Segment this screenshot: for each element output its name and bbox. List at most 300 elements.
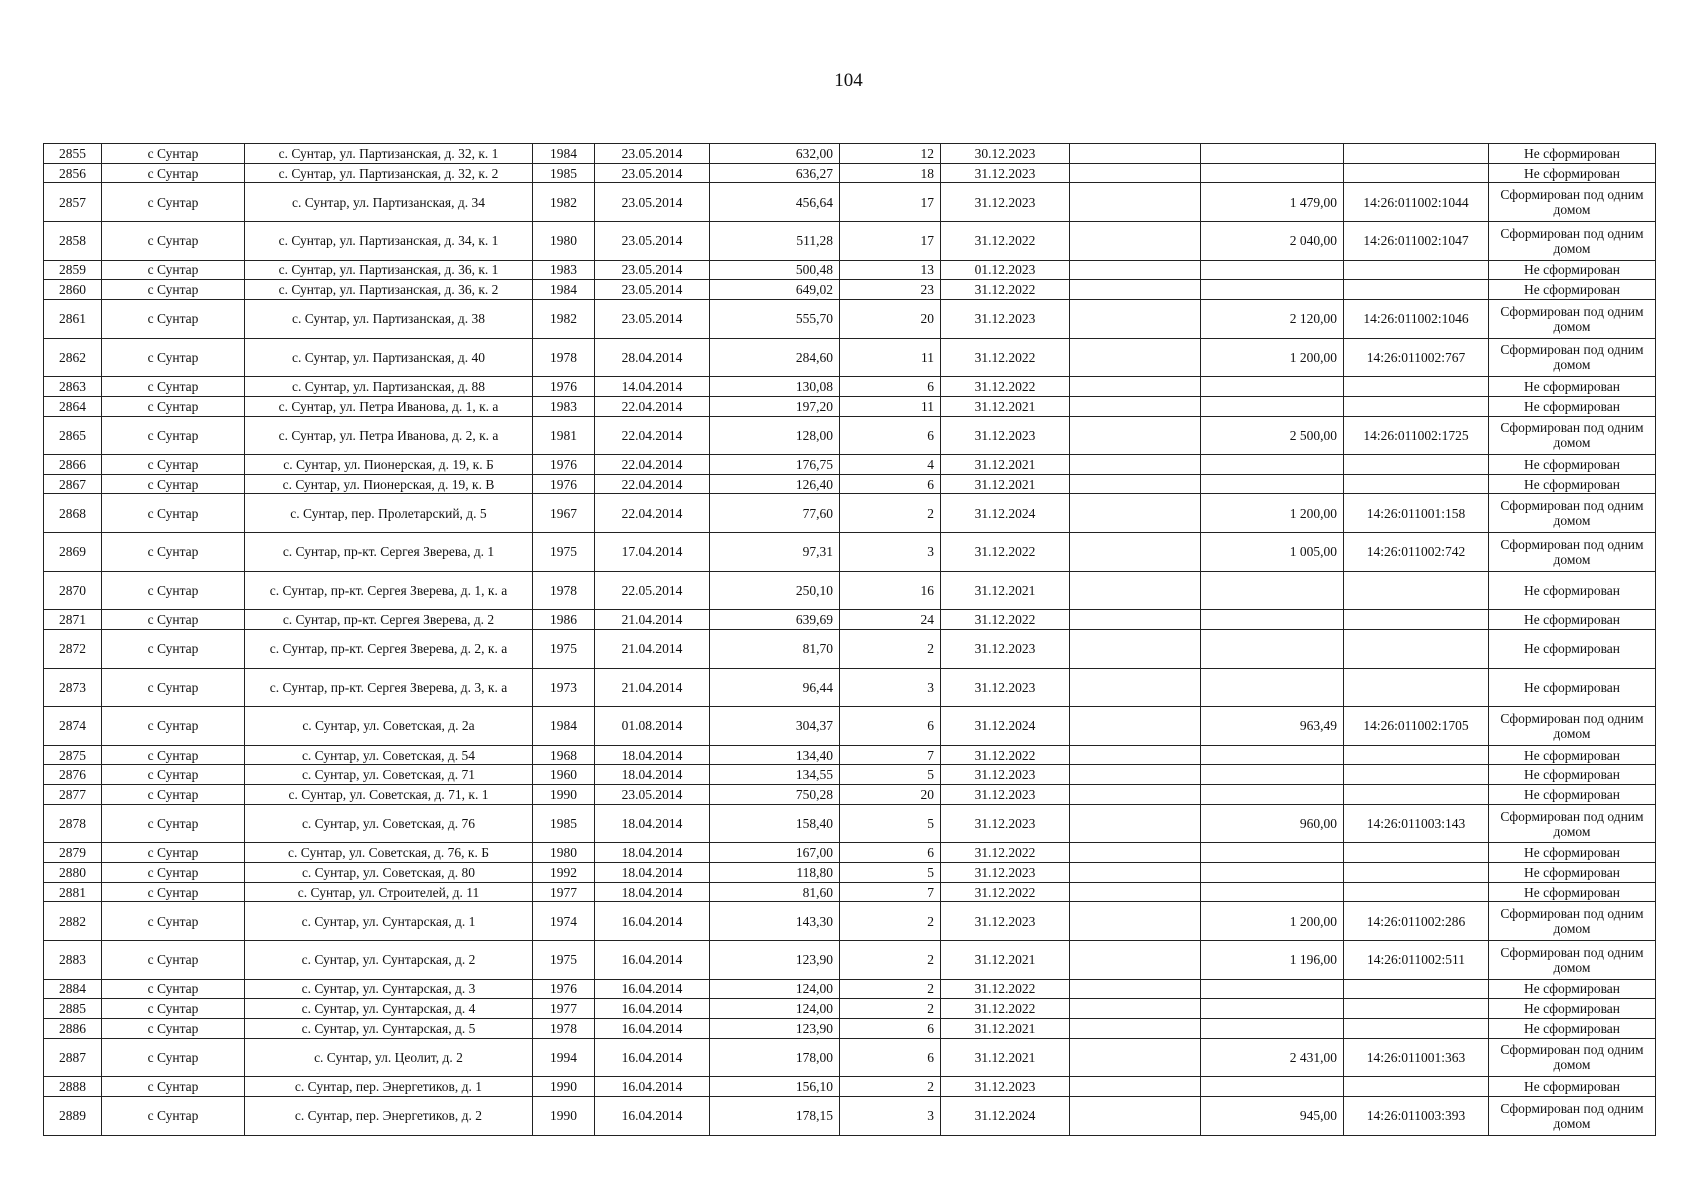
cell-locality: с Сунтар bbox=[102, 843, 245, 863]
cell-area: 250,10 bbox=[710, 571, 840, 610]
cell-date: 16.04.2014 bbox=[595, 1019, 710, 1039]
table-row bbox=[44, 785, 1656, 805]
cell-count: 7 bbox=[840, 882, 941, 902]
cell-year: 1984 bbox=[533, 280, 595, 300]
cell-area: 632,00 bbox=[710, 144, 840, 164]
cell-count: 6 bbox=[840, 416, 941, 455]
cell-empty bbox=[1070, 882, 1201, 902]
cell-cadastral-number bbox=[1344, 610, 1489, 630]
cell-count: 2 bbox=[840, 494, 941, 533]
table-row bbox=[44, 280, 1656, 300]
cell-count: 6 bbox=[840, 707, 941, 746]
cell-date: 16.04.2014 bbox=[595, 941, 710, 980]
cell-locality: с Сунтар bbox=[102, 1038, 245, 1077]
cell-deadline: 31.12.2022 bbox=[941, 745, 1070, 765]
cell-year: 1975 bbox=[533, 941, 595, 980]
table-row bbox=[44, 571, 1656, 610]
cell-area: 158,40 bbox=[710, 804, 840, 843]
cell-count: 6 bbox=[840, 1038, 941, 1077]
cell-status: Не сформирован bbox=[1489, 396, 1656, 416]
cell-status: Сформирован под одним домом bbox=[1489, 299, 1656, 338]
cell-year: 1976 bbox=[533, 979, 595, 999]
cell-locality: с Сунтар bbox=[102, 765, 245, 785]
cell-status: Не сформирован bbox=[1489, 260, 1656, 280]
cell-row-number: 2883 bbox=[44, 941, 102, 980]
cell-deadline: 31.12.2022 bbox=[941, 533, 1070, 572]
cell-address: с. Сунтар, пер. Пролетарский, д. 5 bbox=[245, 494, 533, 533]
cell-locality: с Сунтар bbox=[102, 144, 245, 164]
cell-status: Сформирован под одним домом bbox=[1489, 494, 1656, 533]
cell-area: 123,90 bbox=[710, 1019, 840, 1039]
cell-deadline: 31.12.2022 bbox=[941, 882, 1070, 902]
cell-year: 1978 bbox=[533, 571, 595, 610]
cell-row-number: 2881 bbox=[44, 882, 102, 902]
cell-status: Не сформирован bbox=[1489, 979, 1656, 999]
cell-cadastral-number bbox=[1344, 863, 1489, 883]
cell-date: 18.04.2014 bbox=[595, 804, 710, 843]
cell-date: 18.04.2014 bbox=[595, 765, 710, 785]
cell-locality: с Сунтар bbox=[102, 629, 245, 668]
cell-cadastral-number bbox=[1344, 745, 1489, 765]
cell-land-area bbox=[1201, 1077, 1344, 1097]
cell-locality: с Сунтар bbox=[102, 707, 245, 746]
cell-row-number: 2889 bbox=[44, 1096, 102, 1135]
cell-status: Не сформирован bbox=[1489, 571, 1656, 610]
cell-year: 1977 bbox=[533, 882, 595, 902]
cell-empty bbox=[1070, 1019, 1201, 1039]
cell-year: 1976 bbox=[533, 474, 595, 494]
cell-status: Не сформирован bbox=[1489, 163, 1656, 183]
cell-locality: с Сунтар bbox=[102, 455, 245, 475]
cell-status: Не сформирован bbox=[1489, 668, 1656, 707]
cell-year: 1976 bbox=[533, 377, 595, 397]
cell-land-area bbox=[1201, 1019, 1344, 1039]
cell-land-area bbox=[1201, 163, 1344, 183]
cell-land-area bbox=[1201, 765, 1344, 785]
cell-deadline: 31.12.2021 bbox=[941, 396, 1070, 416]
cell-deadline: 31.12.2023 bbox=[941, 765, 1070, 785]
cell-address: с. Сунтар, ул. Строителей, д. 11 bbox=[245, 882, 533, 902]
cell-date: 16.04.2014 bbox=[595, 1038, 710, 1077]
cell-empty bbox=[1070, 416, 1201, 455]
cell-date: 23.05.2014 bbox=[595, 144, 710, 164]
cell-address: с. Сунтар, ул. Сунтарская, д. 1 bbox=[245, 902, 533, 941]
table-row bbox=[44, 144, 1656, 164]
cell-date: 14.04.2014 bbox=[595, 377, 710, 397]
cell-locality: с Сунтар bbox=[102, 338, 245, 377]
table-row bbox=[44, 455, 1656, 475]
table-row bbox=[44, 765, 1656, 785]
cell-count: 17 bbox=[840, 221, 941, 260]
cell-cadastral-number bbox=[1344, 882, 1489, 902]
cell-date: 23.05.2014 bbox=[595, 183, 710, 222]
table-row bbox=[44, 494, 1656, 533]
cell-locality: с Сунтар bbox=[102, 299, 245, 338]
cell-date: 16.04.2014 bbox=[595, 1077, 710, 1097]
table-row bbox=[44, 843, 1656, 863]
cell-empty bbox=[1070, 221, 1201, 260]
cell-cadastral-number bbox=[1344, 571, 1489, 610]
cell-address: с. Сунтар, ул. Партизанская, д. 32, к. 1 bbox=[245, 144, 533, 164]
cell-area: 124,00 bbox=[710, 999, 840, 1019]
cell-cadastral-number: 14:26:011002:742 bbox=[1344, 533, 1489, 572]
cell-row-number: 2882 bbox=[44, 902, 102, 941]
cell-address: с. Сунтар, ул. Партизанская, д. 40 bbox=[245, 338, 533, 377]
cell-empty bbox=[1070, 260, 1201, 280]
table-row bbox=[44, 221, 1656, 260]
cell-empty bbox=[1070, 280, 1201, 300]
cell-date: 23.05.2014 bbox=[595, 299, 710, 338]
table-row bbox=[44, 163, 1656, 183]
cell-date: 18.04.2014 bbox=[595, 843, 710, 863]
cell-area: 178,00 bbox=[710, 1038, 840, 1077]
cell-year: 1960 bbox=[533, 765, 595, 785]
cell-empty bbox=[1070, 707, 1201, 746]
cell-land-area: 960,00 bbox=[1201, 804, 1344, 843]
cell-status: Сформирован под одним домом bbox=[1489, 533, 1656, 572]
cell-row-number: 2880 bbox=[44, 863, 102, 883]
cell-address: с. Сунтар, пер. Энергетиков, д. 1 bbox=[245, 1077, 533, 1097]
cell-row-number: 2857 bbox=[44, 183, 102, 222]
table-row bbox=[44, 260, 1656, 280]
cell-deadline: 31.12.2023 bbox=[941, 1077, 1070, 1097]
cell-year: 1978 bbox=[533, 1019, 595, 1039]
cell-address: с. Сунтар, ул. Петра Иванова, д. 1, к. а bbox=[245, 396, 533, 416]
cell-locality: с Сунтар bbox=[102, 494, 245, 533]
cell-land-area bbox=[1201, 610, 1344, 630]
cell-empty bbox=[1070, 377, 1201, 397]
cell-row-number: 2886 bbox=[44, 1019, 102, 1039]
cell-cadastral-number: 14:26:011001:158 bbox=[1344, 494, 1489, 533]
cell-deadline: 31.12.2021 bbox=[941, 1019, 1070, 1039]
cell-locality: с Сунтар bbox=[102, 221, 245, 260]
cell-deadline: 31.12.2023 bbox=[941, 629, 1070, 668]
cell-cadastral-number bbox=[1344, 979, 1489, 999]
cell-land-area: 1 196,00 bbox=[1201, 941, 1344, 980]
cell-year: 1985 bbox=[533, 163, 595, 183]
table-row bbox=[44, 610, 1656, 630]
cell-row-number: 2856 bbox=[44, 163, 102, 183]
cell-count: 2 bbox=[840, 941, 941, 980]
cell-area: 636,27 bbox=[710, 163, 840, 183]
cell-locality: с Сунтар bbox=[102, 979, 245, 999]
cell-area: 156,10 bbox=[710, 1077, 840, 1097]
cell-year: 1978 bbox=[533, 338, 595, 377]
cell-locality: с Сунтар bbox=[102, 260, 245, 280]
cell-count: 3 bbox=[840, 1096, 941, 1135]
table-row bbox=[44, 707, 1656, 746]
cell-date: 18.04.2014 bbox=[595, 863, 710, 883]
cell-date: 18.04.2014 bbox=[595, 882, 710, 902]
cell-area: 176,75 bbox=[710, 455, 840, 475]
table-row bbox=[44, 999, 1656, 1019]
cell-row-number: 2871 bbox=[44, 610, 102, 630]
cell-row-number: 2876 bbox=[44, 765, 102, 785]
cell-count: 3 bbox=[840, 668, 941, 707]
cell-cadastral-number bbox=[1344, 629, 1489, 668]
cell-date: 23.05.2014 bbox=[595, 280, 710, 300]
table-row bbox=[44, 299, 1656, 338]
table-row bbox=[44, 668, 1656, 707]
cell-area: 511,28 bbox=[710, 221, 840, 260]
cell-count: 4 bbox=[840, 455, 941, 475]
cell-deadline: 31.12.2023 bbox=[941, 902, 1070, 941]
cell-area: 197,20 bbox=[710, 396, 840, 416]
cell-cadastral-number bbox=[1344, 843, 1489, 863]
cell-year: 1977 bbox=[533, 999, 595, 1019]
cell-empty bbox=[1070, 1038, 1201, 1077]
cell-land-area bbox=[1201, 863, 1344, 883]
cell-row-number: 2877 bbox=[44, 785, 102, 805]
cell-date: 01.08.2014 bbox=[595, 707, 710, 746]
cell-count: 6 bbox=[840, 843, 941, 863]
cell-deadline: 31.12.2022 bbox=[941, 377, 1070, 397]
cell-locality: с Сунтар bbox=[102, 416, 245, 455]
cell-cadastral-number: 14:26:011003:143 bbox=[1344, 804, 1489, 843]
cell-status: Сформирован под одним домом bbox=[1489, 707, 1656, 746]
cell-count: 5 bbox=[840, 765, 941, 785]
table-row bbox=[44, 416, 1656, 455]
cell-empty bbox=[1070, 1096, 1201, 1135]
cell-deadline: 31.12.2022 bbox=[941, 280, 1070, 300]
cell-locality: с Сунтар bbox=[102, 882, 245, 902]
cell-land-area: 945,00 bbox=[1201, 1096, 1344, 1135]
cell-row-number: 2858 bbox=[44, 221, 102, 260]
cell-year: 1990 bbox=[533, 1096, 595, 1135]
cell-cadastral-number: 14:26:011002:1044 bbox=[1344, 183, 1489, 222]
table-row bbox=[44, 629, 1656, 668]
cell-year: 1990 bbox=[533, 1077, 595, 1097]
cell-year: 1984 bbox=[533, 707, 595, 746]
cell-empty bbox=[1070, 999, 1201, 1019]
cell-area: 97,31 bbox=[710, 533, 840, 572]
cell-count: 24 bbox=[840, 610, 941, 630]
cell-date: 21.04.2014 bbox=[595, 629, 710, 668]
cell-count: 20 bbox=[840, 299, 941, 338]
cell-date: 22.04.2014 bbox=[595, 396, 710, 416]
cell-date: 22.04.2014 bbox=[595, 494, 710, 533]
cell-cadastral-number: 14:26:011002:1046 bbox=[1344, 299, 1489, 338]
cell-row-number: 2862 bbox=[44, 338, 102, 377]
cell-address: с. Сунтар, ул. Пионерская, д. 19, к. Б bbox=[245, 455, 533, 475]
cell-date: 22.04.2014 bbox=[595, 455, 710, 475]
cell-deadline: 31.12.2022 bbox=[941, 843, 1070, 863]
cell-row-number: 2885 bbox=[44, 999, 102, 1019]
cell-date: 18.04.2014 bbox=[595, 745, 710, 765]
cell-year: 1981 bbox=[533, 416, 595, 455]
cell-locality: с Сунтар bbox=[102, 745, 245, 765]
cell-cadastral-number bbox=[1344, 260, 1489, 280]
cell-area: 639,69 bbox=[710, 610, 840, 630]
cell-land-area bbox=[1201, 455, 1344, 475]
cell-deadline: 31.12.2024 bbox=[941, 1096, 1070, 1135]
cell-count: 18 bbox=[840, 163, 941, 183]
cell-land-area bbox=[1201, 668, 1344, 707]
table-row bbox=[44, 183, 1656, 222]
cell-status: Не сформирован bbox=[1489, 999, 1656, 1019]
cell-address: с. Сунтар, пр-кт. Сергея Зверева, д. 1, к. а bbox=[245, 571, 533, 610]
cell-address: с. Сунтар, ул. Сунтарская, д. 4 bbox=[245, 999, 533, 1019]
cell-count: 5 bbox=[840, 863, 941, 883]
cell-status: Сформирован под одним домом bbox=[1489, 902, 1656, 941]
cell-empty bbox=[1070, 863, 1201, 883]
cell-row-number: 2863 bbox=[44, 377, 102, 397]
cell-cadastral-number bbox=[1344, 668, 1489, 707]
table-row bbox=[44, 474, 1656, 494]
cell-area: 128,00 bbox=[710, 416, 840, 455]
cell-address: с. Сунтар, ул. Сунтарская, д. 2 bbox=[245, 941, 533, 980]
cell-empty bbox=[1070, 571, 1201, 610]
cell-date: 16.04.2014 bbox=[595, 999, 710, 1019]
cell-land-area: 2 431,00 bbox=[1201, 1038, 1344, 1077]
cell-status: Сформирован под одним домом bbox=[1489, 183, 1656, 222]
cell-status: Не сформирован bbox=[1489, 377, 1656, 397]
cell-status: Не сформирован bbox=[1489, 882, 1656, 902]
cell-land-area: 2 120,00 bbox=[1201, 299, 1344, 338]
cell-count: 17 bbox=[840, 183, 941, 222]
cell-address: с. Сунтар, пр-кт. Сергея Зверева, д. 2, к. а bbox=[245, 629, 533, 668]
cell-date: 16.04.2014 bbox=[595, 1096, 710, 1135]
cell-locality: с Сунтар bbox=[102, 183, 245, 222]
cell-area: 304,37 bbox=[710, 707, 840, 746]
cell-year: 1983 bbox=[533, 396, 595, 416]
cell-locality: с Сунтар bbox=[102, 377, 245, 397]
cell-deadline: 31.12.2022 bbox=[941, 999, 1070, 1019]
cell-count: 5 bbox=[840, 804, 941, 843]
cell-cadastral-number bbox=[1344, 1077, 1489, 1097]
cell-status: Не сформирован bbox=[1489, 785, 1656, 805]
cell-year: 1980 bbox=[533, 843, 595, 863]
cell-empty bbox=[1070, 804, 1201, 843]
cell-locality: с Сунтар bbox=[102, 785, 245, 805]
cell-date: 17.04.2014 bbox=[595, 533, 710, 572]
table-row bbox=[44, 745, 1656, 765]
cell-count: 3 bbox=[840, 533, 941, 572]
cell-area: 143,30 bbox=[710, 902, 840, 941]
page-number: 104 bbox=[834, 70, 863, 91]
cell-empty bbox=[1070, 902, 1201, 941]
cell-area: 123,90 bbox=[710, 941, 840, 980]
cell-empty bbox=[1070, 629, 1201, 668]
cell-row-number: 2872 bbox=[44, 629, 102, 668]
cell-count: 2 bbox=[840, 979, 941, 999]
cell-deadline: 31.12.2023 bbox=[941, 668, 1070, 707]
cell-locality: с Сунтар bbox=[102, 999, 245, 1019]
cell-empty bbox=[1070, 979, 1201, 999]
cell-address: с. Сунтар, ул. Партизанская, д. 34, к. 1 bbox=[245, 221, 533, 260]
cell-address: с. Сунтар, пр-кт. Сергея Зверева, д. 2 bbox=[245, 610, 533, 630]
cell-status: Сформирован под одним домом bbox=[1489, 416, 1656, 455]
cell-status: Не сформирован bbox=[1489, 280, 1656, 300]
cell-cadastral-number bbox=[1344, 765, 1489, 785]
table-row bbox=[44, 1038, 1656, 1077]
table-row bbox=[44, 979, 1656, 999]
cell-year: 1992 bbox=[533, 863, 595, 883]
cell-count: 7 bbox=[840, 745, 941, 765]
cell-empty bbox=[1070, 941, 1201, 980]
cell-status: Не сформирован bbox=[1489, 843, 1656, 863]
cell-cadastral-number: 14:26:011003:393 bbox=[1344, 1096, 1489, 1135]
cell-year: 1967 bbox=[533, 494, 595, 533]
cell-area: 77,60 bbox=[710, 494, 840, 533]
cell-count: 20 bbox=[840, 785, 941, 805]
cell-status: Сформирован под одним домом bbox=[1489, 338, 1656, 377]
cell-land-area bbox=[1201, 882, 1344, 902]
cell-address: с. Сунтар, ул. Советская, д. 80 bbox=[245, 863, 533, 883]
cell-count: 6 bbox=[840, 377, 941, 397]
cell-cadastral-number: 14:26:011002:1047 bbox=[1344, 221, 1489, 260]
cell-count: 12 bbox=[840, 144, 941, 164]
cell-empty bbox=[1070, 396, 1201, 416]
cell-cadastral-number bbox=[1344, 999, 1489, 1019]
cell-address: с. Сунтар, ул. Цеолит, д. 2 bbox=[245, 1038, 533, 1077]
cell-area: 126,40 bbox=[710, 474, 840, 494]
cell-address: с. Сунтар, пр-кт. Сергея Зверева, д. 1 bbox=[245, 533, 533, 572]
cell-date: 16.04.2014 bbox=[595, 902, 710, 941]
cell-area: 649,02 bbox=[710, 280, 840, 300]
cell-date: 21.04.2014 bbox=[595, 610, 710, 630]
cell-land-area bbox=[1201, 260, 1344, 280]
cell-land-area bbox=[1201, 144, 1344, 164]
cell-empty bbox=[1070, 843, 1201, 863]
cell-address: с. Сунтар, ул. Советская, д. 76 bbox=[245, 804, 533, 843]
cell-address: с. Сунтар, ул. Советская, д. 71 bbox=[245, 765, 533, 785]
cell-land-area bbox=[1201, 474, 1344, 494]
cell-address: с. Сунтар, ул. Партизанская, д. 32, к. 2 bbox=[245, 163, 533, 183]
cell-address: с. Сунтар, пер. Энергетиков, д. 2 bbox=[245, 1096, 533, 1135]
cell-empty bbox=[1070, 745, 1201, 765]
cell-date: 23.05.2014 bbox=[595, 785, 710, 805]
cell-date: 23.05.2014 bbox=[595, 163, 710, 183]
cell-row-number: 2873 bbox=[44, 668, 102, 707]
table-row bbox=[44, 533, 1656, 572]
cell-cadastral-number bbox=[1344, 474, 1489, 494]
cell-deadline: 31.12.2021 bbox=[941, 1038, 1070, 1077]
cell-date: 16.04.2014 bbox=[595, 979, 710, 999]
cell-row-number: 2864 bbox=[44, 396, 102, 416]
cell-row-number: 2887 bbox=[44, 1038, 102, 1077]
cell-land-area bbox=[1201, 629, 1344, 668]
cell-land-area: 1 200,00 bbox=[1201, 494, 1344, 533]
cell-land-area bbox=[1201, 377, 1344, 397]
cell-deadline: 30.12.2023 bbox=[941, 144, 1070, 164]
cell-year: 1975 bbox=[533, 629, 595, 668]
cell-locality: с Сунтар bbox=[102, 163, 245, 183]
table-row bbox=[44, 804, 1656, 843]
cell-address: с. Сунтар, пр-кт. Сергея Зверева, д. 3, к. а bbox=[245, 668, 533, 707]
cell-status: Не сформирован bbox=[1489, 745, 1656, 765]
cell-land-area: 963,49 bbox=[1201, 707, 1344, 746]
cell-status: Не сформирован bbox=[1489, 1019, 1656, 1039]
cell-cadastral-number bbox=[1344, 377, 1489, 397]
cell-status: Сформирован под одним домом bbox=[1489, 941, 1656, 980]
cell-land-area bbox=[1201, 999, 1344, 1019]
cell-land-area bbox=[1201, 785, 1344, 805]
cell-empty bbox=[1070, 163, 1201, 183]
cell-cadastral-number bbox=[1344, 785, 1489, 805]
cell-locality: с Сунтар bbox=[102, 280, 245, 300]
cell-area: 96,44 bbox=[710, 668, 840, 707]
cell-row-number: 2865 bbox=[44, 416, 102, 455]
cell-year: 1982 bbox=[533, 183, 595, 222]
table-row bbox=[44, 882, 1656, 902]
cell-year: 1985 bbox=[533, 804, 595, 843]
cell-area: 134,55 bbox=[710, 765, 840, 785]
cell-year: 1976 bbox=[533, 455, 595, 475]
cell-empty bbox=[1070, 785, 1201, 805]
cell-locality: с Сунтар bbox=[102, 668, 245, 707]
cell-status: Не сформирован bbox=[1489, 610, 1656, 630]
